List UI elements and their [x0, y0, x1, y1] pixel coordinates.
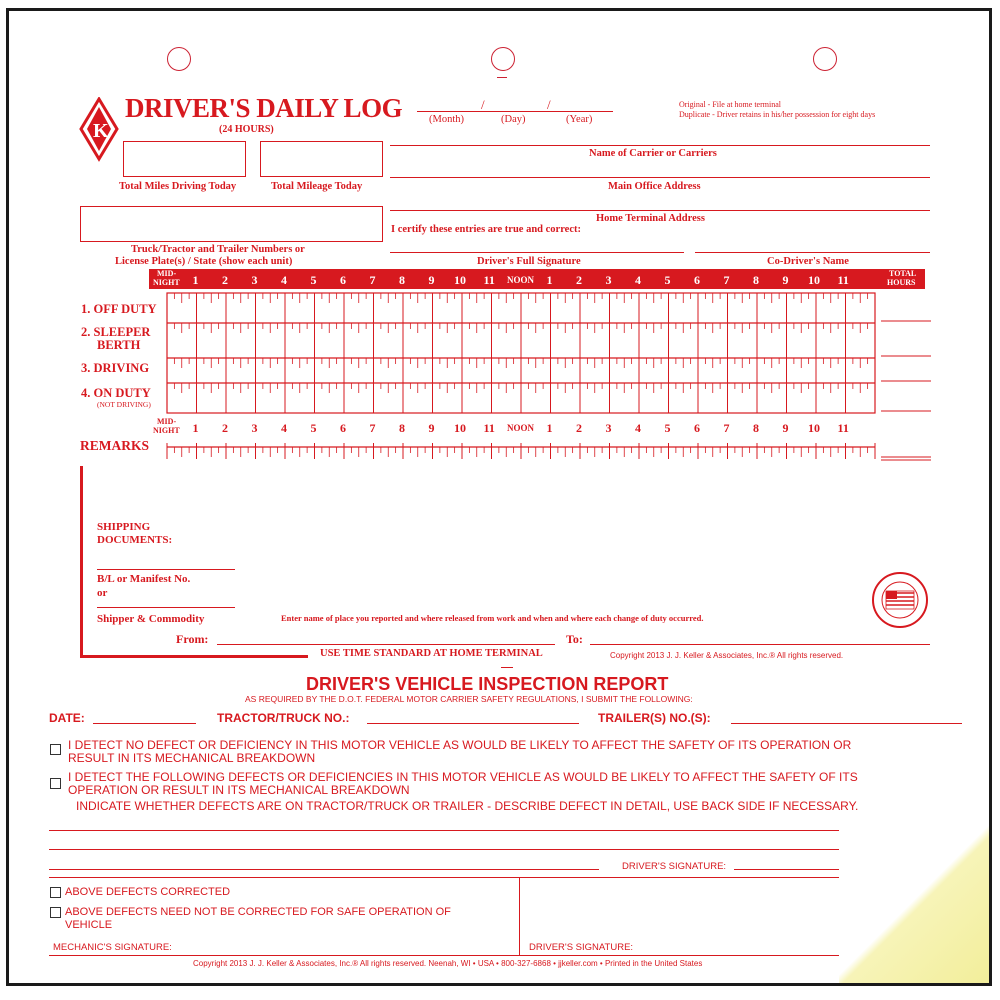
- truck-numbers-label-1: Truck/Tractor and Trailer Numbers or: [131, 244, 305, 255]
- shipper-commodity-label: Shipper & Commodity: [97, 613, 205, 625]
- log-subtitle: (24 HOURS): [219, 124, 274, 135]
- midnight-label-bottom-2: NIGHT: [153, 426, 180, 435]
- certify-text: I certify these entries are true and correct:: [391, 224, 581, 235]
- hour-bottom-7: 7: [369, 421, 376, 435]
- hour-top-7: 7: [723, 273, 730, 287]
- total-hours-label-2: HOURS: [887, 278, 916, 287]
- hour-top-3: 3: [251, 273, 258, 287]
- defects-text-1: I DETECT THE FOLLOWING DEFECTS OR DEFICIENCIES IN THIS MOTOR VEHICLE AS WOULD BE LIKELY TO AFFECT THE SAFETY OF ITS: [68, 770, 858, 784]
- indicate-instructions: INDICATE WHETHER DEFECTS ARE ON TRACTOR/TRUCK OR TRAILER - DESCRIBE DEFECT IN DETAIL, USE BACK SIDE IF NECESSARY.: [76, 799, 859, 813]
- total-hours-label-1: TOTAL: [889, 269, 917, 278]
- co-driver-label: Co-Driver's Name: [767, 256, 849, 267]
- hour-top-noon: NOON: [507, 275, 534, 285]
- no-defect-text-1: I DETECT NO DEFECT OR DEFICIENCY IN THIS MOTOR VEHICLE AS WOULD BE LIKELY TO AFFECT THE SAFETY OF ITS OPERATION OR: [68, 738, 852, 752]
- time-standard-note: USE TIME STANDARD AT HOME TERMINAL: [320, 648, 543, 659]
- tractor-field-line[interactable]: [367, 723, 579, 724]
- hour-top-11: 11: [483, 273, 495, 287]
- hour-top-3: 3: [605, 273, 612, 287]
- hour-bottom-2: 2: [222, 421, 228, 435]
- from-line[interactable]: [217, 644, 555, 645]
- mid-tick: [501, 667, 513, 668]
- carbon-copy-corner: [839, 826, 989, 986]
- duty-status-grid[interactable]: [9, 11, 992, 481]
- enter-name-instructions: Enter name of place you reported and where released from work and when and where each change of duty occurred.: [281, 613, 704, 623]
- hour-top-11: 11: [837, 273, 849, 287]
- not-corrected-label-1: ABOVE DEFECTS NEED NOT BE CORRECTED FOR SAFE OPERATION OF: [65, 906, 451, 918]
- hour-bottom-9: 9: [782, 421, 789, 435]
- hour-bottom-6: 6: [340, 421, 346, 435]
- total-mileage-label: Total Mileage Today: [271, 181, 363, 192]
- driver-signature-label: Driver's Full Signature: [477, 256, 581, 267]
- shipper-line[interactable]: [97, 607, 235, 608]
- hour-bottom-2: 2: [576, 421, 582, 435]
- truck-numbers-label-2: License Plate(s) / State (show each unit): [115, 256, 293, 267]
- no-defect-checkbox[interactable]: [50, 744, 61, 755]
- defect-line-1[interactable]: [49, 830, 839, 831]
- or-label: or: [97, 587, 108, 599]
- midnight-label-bottom-1: MID-: [157, 417, 177, 426]
- hour-bottom-noon: NOON: [507, 423, 534, 433]
- signature-bottom-line: [49, 955, 839, 956]
- hour-bottom-3: 3: [605, 421, 612, 435]
- bl-manifest-line[interactable]: [97, 569, 235, 570]
- hour-top-10: 10: [808, 273, 820, 287]
- defect-line-3[interactable]: [49, 869, 599, 870]
- defects-text-2: OPERATION OR RESULT IN ITS MECHANICAL BREAKDOWN: [68, 783, 410, 797]
- copy-duplicate: Duplicate - Driver retains in his/her possession for eight days: [679, 110, 876, 119]
- made-with-pride-usa-flag-icon: [871, 571, 929, 629]
- main-office-label: Main Office Address: [608, 181, 701, 192]
- remarks-label: REMARKS: [80, 438, 150, 453]
- hour-bottom-10: 10: [454, 421, 466, 435]
- hour-bottom-4: 4: [281, 421, 287, 435]
- row-driving: 3. DRIVING: [81, 361, 150, 375]
- hour-bottom-3: 3: [251, 421, 258, 435]
- defect-line-4: [49, 877, 839, 878]
- hour-bottom-8: 8: [753, 421, 759, 435]
- hour-bottom-8: 8: [399, 421, 405, 435]
- hour-bottom-6: 6: [694, 421, 700, 435]
- hour-top-2: 2: [576, 273, 582, 287]
- driver-signature-label-1: DRIVER'S SIGNATURE:: [622, 861, 727, 872]
- hour-bottom-1: 1: [546, 421, 553, 435]
- hour-bottom-10: 10: [808, 421, 820, 435]
- midnight-label-top-1: MID-: [157, 269, 177, 278]
- day-label: (Day): [501, 114, 526, 125]
- home-terminal-label: Home Terminal Address: [596, 213, 705, 224]
- midnight-label-top-2: NIGHT: [153, 278, 180, 287]
- hour-bottom-7: 7: [723, 421, 730, 435]
- hour-bottom-5: 5: [664, 421, 671, 435]
- hour-bottom-9: 9: [428, 421, 435, 435]
- hour-bottom-5: 5: [310, 421, 317, 435]
- defects-corrected-checkbox[interactable]: [50, 887, 61, 898]
- log-title: DRIVER'S DAILY LOG: [125, 93, 403, 123]
- row-on-duty-sub: (NOT DRIVING): [97, 400, 151, 409]
- hour-top-1: 1: [192, 273, 199, 287]
- date-field-line[interactable]: [93, 723, 196, 724]
- inspection-subtitle: AS REQUIRED BY THE D.O.T. FEDERAL MOTOR CARRIER SAFETY REGULATIONS, I SUBMIT THE FOLLOWING:: [245, 694, 693, 704]
- row-off-duty: 1. OFF DUTY: [81, 302, 157, 316]
- log-copyright: Copyright 2013 J. J. Keller & Associates, Inc.® All rights reserved.: [610, 651, 844, 660]
- hour-bottom-4: 4: [635, 421, 641, 435]
- copy-original: Original - File at home terminal: [679, 100, 781, 109]
- row-on-duty: 4. ON DUTY: [81, 386, 151, 400]
- hour-top-8: 8: [399, 273, 405, 287]
- month-label: (Month): [429, 114, 464, 125]
- trailer-field-line[interactable]: [731, 723, 962, 724]
- hour-bottom-1: 1: [192, 421, 199, 435]
- driver-signature-line-1[interactable]: [734, 869, 839, 870]
- hour-top-8: 8: [753, 273, 759, 287]
- total-miles-driving-label: Total Miles Driving Today: [119, 181, 237, 192]
- hour-top-6: 6: [340, 273, 346, 287]
- date-slash-1: /: [481, 97, 485, 112]
- year-label: (Year): [566, 114, 593, 125]
- hour-top-5: 5: [664, 273, 671, 287]
- bl-manifest-label: B/L or Manifest No.: [97, 573, 191, 585]
- date-field-label: DATE:: [49, 711, 85, 725]
- hour-top-7: 7: [369, 273, 376, 287]
- no-defect-text-2: RESULT IN ITS MECHANICAL BREAKDOWN: [68, 751, 316, 765]
- hour-top-6: 6: [694, 273, 700, 287]
- to-line[interactable]: [590, 644, 930, 645]
- hour-top-2: 2: [222, 273, 228, 287]
- shipping-label-2: DOCUMENTS:: [97, 534, 173, 546]
- hour-top-1: 1: [546, 273, 553, 287]
- remarks-bracket-bottom: [80, 655, 308, 658]
- trailer-field-label: TRAILER(S) NO.(S):: [598, 711, 711, 725]
- signature-divider: [519, 877, 520, 955]
- row-sleeper-1: 2. SLEEPER: [81, 325, 151, 339]
- hour-bottom-11: 11: [837, 421, 849, 435]
- hour-top-4: 4: [281, 273, 287, 287]
- defects-corrected-label: ABOVE DEFECTS CORRECTED: [65, 886, 231, 898]
- to-label: To:: [566, 632, 583, 646]
- hour-top-9: 9: [782, 273, 789, 287]
- inspection-title: DRIVER'S VEHICLE INSPECTION REPORT: [306, 674, 669, 694]
- shipping-label-1: SHIPPING: [97, 521, 151, 533]
- inspection-footer: Copyright 2013 J. J. Keller & Associates, Inc.® All rights reserved. Neenah, WI • USA • 800-327-6868 • jjkeller.com • Printed in the United States: [193, 959, 703, 968]
- hour-top-9: 9: [428, 273, 435, 287]
- remarks-bracket-vertical: [80, 466, 83, 658]
- date-slash-2: /: [547, 97, 551, 112]
- form-sheet: [6, 8, 992, 986]
- row-sleeper-2: BERTH: [97, 338, 141, 352]
- hour-top-10: 10: [454, 273, 466, 287]
- defect-line-2[interactable]: [49, 849, 839, 850]
- hour-bottom-11: 11: [483, 421, 495, 435]
- defects-checkbox[interactable]: [50, 778, 61, 789]
- hour-top-4: 4: [635, 273, 641, 287]
- carrier-name-label: Name of Carrier or Carriers: [589, 148, 717, 159]
- not-corrected-checkbox[interactable]: [50, 907, 61, 918]
- tractor-field-label: TRACTOR/TRUCK NO.:: [217, 711, 350, 725]
- hour-top-5: 5: [310, 273, 317, 287]
- svg-text:K: K: [93, 120, 109, 142]
- mechanic-signature-label: MECHANIC'S SIGNATURE:: [53, 942, 172, 953]
- not-corrected-label-2: VEHICLE: [65, 919, 113, 931]
- from-label: From:: [176, 632, 209, 646]
- driver-signature-label-2: DRIVER'S SIGNATURE:: [529, 942, 634, 953]
